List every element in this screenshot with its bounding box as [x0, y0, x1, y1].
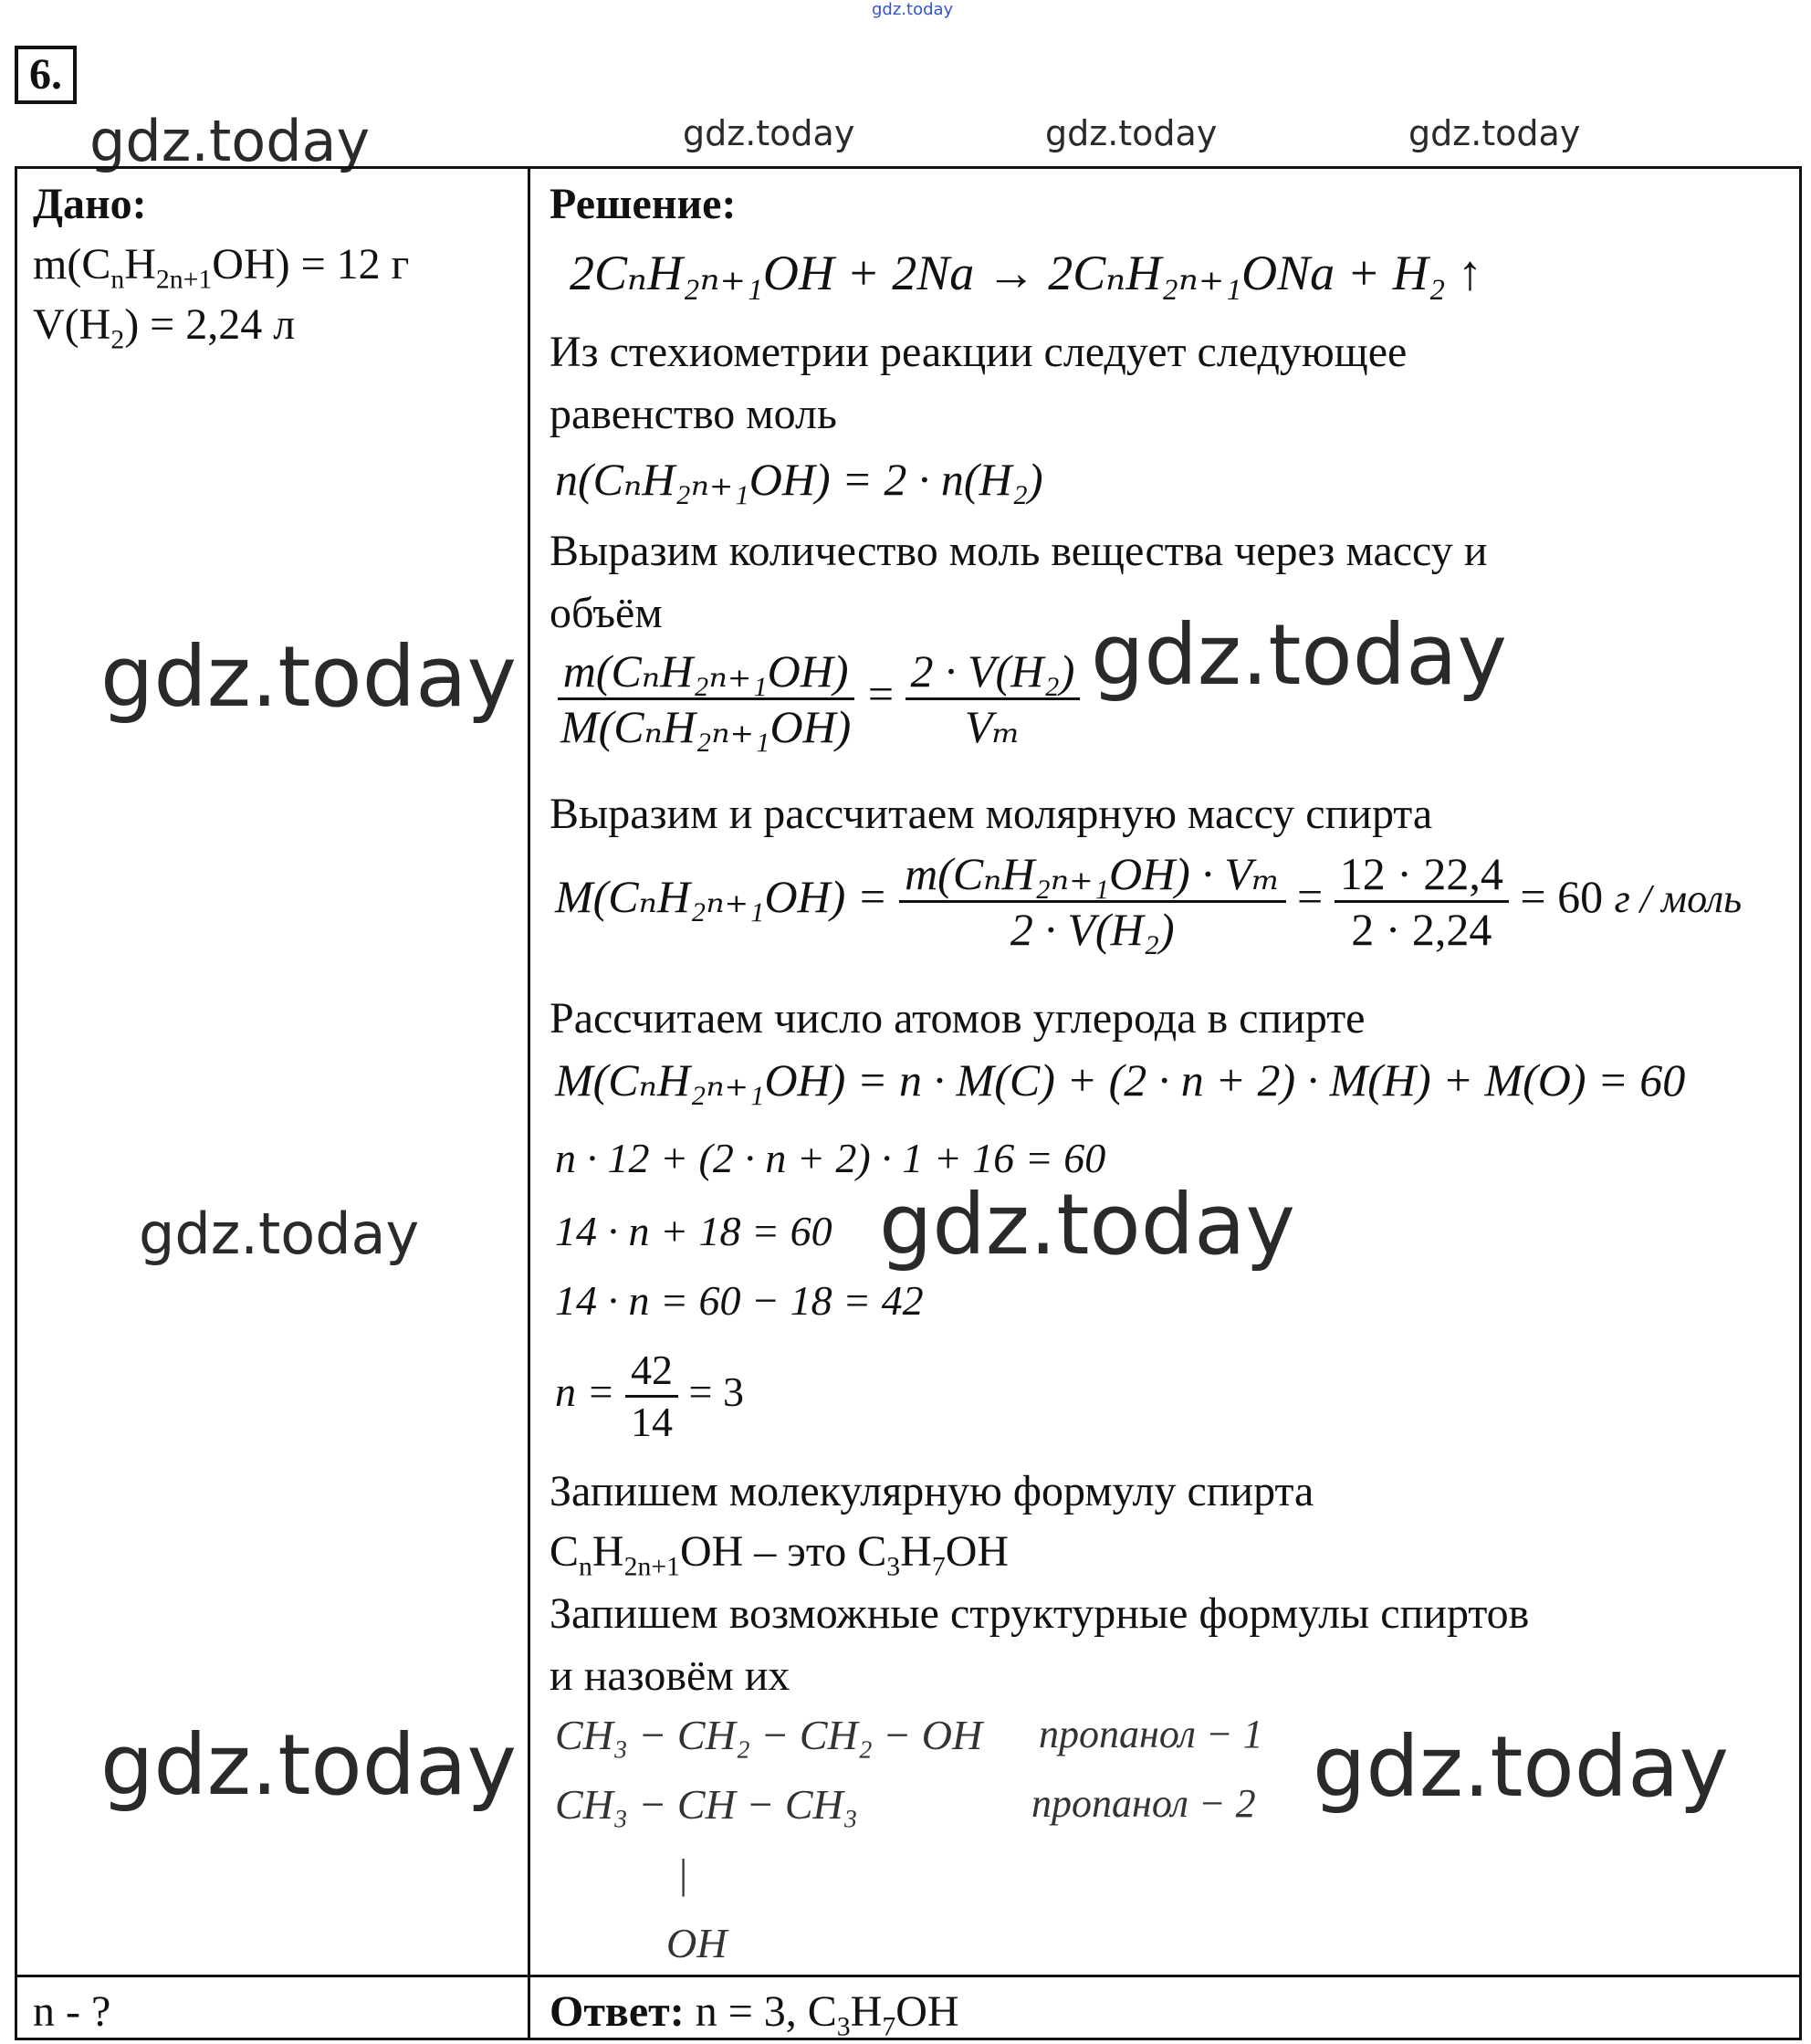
- answer-row-divider: [15, 1975, 1802, 1977]
- given-mass-suffix: OH) = 12 г: [212, 240, 410, 288]
- molar-fraction-1-numerator: m(CₙH₂ₙ₊₁OH) · Vₘ: [899, 851, 1285, 903]
- watermark-left-3: gdz.today: [100, 1716, 517, 1814]
- molar-fraction-2-denominator: 2 · 2,24: [1351, 904, 1492, 955]
- text-carbon-atoms: Рассчитаем число атомов углерода в спирте: [550, 994, 1366, 1043]
- molar-lhs: M(CₙH₂ₙ₊₁OH) =: [555, 870, 888, 922]
- text-stoichiometry-1: Из стехиометрии реакции следует следующее: [550, 328, 1408, 376]
- watermark-top-small: gdz.today: [872, 0, 954, 19]
- answer-sub1: 3: [836, 2011, 851, 2042]
- ratio-right-denominator: Vₘ: [964, 701, 1021, 752]
- formula-e: OH: [945, 1527, 1010, 1576]
- equation-ratio: $\frac{\text{m(CₙH₂ₙ₊₁OH)}}{\text{M(CₙH₂ₙ₊₁OH)}}$ = $\frac{\text{2 · V(H₂)}}{\text{Vₘ}}$: [555, 648, 1080, 749]
- watermark-right-1: gdz.today: [1091, 606, 1507, 704]
- ratio-left-fraction: [555, 645, 856, 752]
- formula-d: H: [900, 1527, 932, 1576]
- result-n-rhs: = 3: [688, 1368, 744, 1416]
- structure-hydroxyl: OH: [666, 1920, 728, 1966]
- answer-text-c: OH: [895, 1987, 959, 2036]
- structure-bond: |: [679, 1850, 688, 1897]
- given-mass: [33, 240, 410, 295]
- answer-sub2: 7: [882, 2011, 896, 2042]
- molar-fraction-2: [1335, 848, 1509, 955]
- name-propanol-1: пропанол − 1: [1039, 1712, 1263, 1756]
- ratio-left-numerator: m(CₙH₂ₙ₊₁OH): [558, 648, 854, 700]
- equation-result-n: [555, 1349, 744, 1443]
- watermark-left-2: gdz.today: [139, 1200, 420, 1267]
- watermark-header-1: gdz.today: [89, 108, 371, 174]
- equation-molar-mass: M(CₙH₂ₙ₊₁OH) = $\frac{\text{m(CₙH₂ₙ₊₁OH) · Vₘ}}{\text{2 · V(H₂)}}$ = $\frac{12 \cdot 22,4}{2 \cdot 2,24}$ = 60 г / моль: [555, 848, 1743, 955]
- molar-fraction-2-numerator: 12 · 22,4: [1335, 851, 1509, 903]
- result-n-numerator: 42: [625, 1349, 678, 1398]
- formula-c: OH – это C: [679, 1527, 887, 1576]
- text-molar-mass: Выразим и рассчитаем молярную массу спирта: [550, 790, 1433, 838]
- molar-fraction-1-denominator: 2 · V(H₂): [1010, 904, 1175, 955]
- result-n-denominator: 14: [631, 1399, 674, 1445]
- given-volume: [33, 300, 296, 355]
- formula-b: H: [591, 1527, 624, 1576]
- structure-propanol-1: CH₃ − CH₂ − CH₂ − OH: [555, 1712, 983, 1758]
- given-volume-suffix: ) = 2,24 л: [124, 300, 296, 349]
- formula-sub1: n: [579, 1551, 592, 1582]
- given-mass-prefix: m(C: [33, 240, 111, 288]
- text-structural-1: Запишем возможные структурные формулы спиртов: [550, 1589, 1530, 1638]
- text-express-1: Выразим количество моль вещества через массу и: [550, 527, 1488, 575]
- text-structural-2: и назовём их: [550, 1651, 790, 1700]
- formula-sub3: 3: [886, 1551, 901, 1582]
- ratio-right-numerator: 2 · V(H₂): [906, 648, 1081, 700]
- watermark-right-2: gdz.today: [879, 1176, 1295, 1274]
- equation-step-2: 14 · n + 18 = 60: [555, 1208, 832, 1254]
- text-stoichiometry-2: равенство моль: [550, 390, 837, 438]
- name-propanol-2: пропанол − 2: [1031, 1781, 1256, 1826]
- formula-sub4: 7: [931, 1551, 946, 1582]
- molar-unit: г / моль: [1614, 875, 1743, 921]
- given-heading: Дано:: [33, 180, 147, 228]
- ratio-right-fraction: [906, 645, 1081, 752]
- watermark-header-4: gdz.today: [1408, 113, 1581, 153]
- answer-label: Ответ:: [550, 1987, 685, 2036]
- column-divider: [528, 166, 530, 2040]
- given-volume-sub: 2: [110, 324, 125, 355]
- formula-sub2: 2n+1: [623, 1551, 680, 1582]
- solution-heading: Решение:: [550, 180, 737, 228]
- equation-step-3: 14 · n = 60 − 18 = 42: [555, 1277, 924, 1324]
- answer-text-a: n = 3, C: [684, 1987, 837, 2036]
- text-express-2: объём: [550, 589, 663, 637]
- molar-fraction-1: [899, 848, 1285, 955]
- ratio-left-denominator: M(CₙH₂ₙ₊₁OH): [560, 701, 852, 752]
- result-n-fraction: [625, 1349, 678, 1443]
- given-mass-mid: H: [124, 240, 156, 288]
- formula-a: C: [550, 1527, 580, 1576]
- text-molecular-formula: Запишем молекулярную формулу спирта: [550, 1467, 1314, 1515]
- watermark-right-3: gdz.today: [1313, 1718, 1729, 1816]
- given-mass-sub2: 2n+1: [155, 264, 213, 295]
- given-mass-sub1: n: [110, 264, 125, 295]
- structure-propanol-2: CH₃ − CH − CH₃: [555, 1781, 858, 1828]
- molecular-formula: [550, 1527, 1010, 1582]
- molar-result: = 60: [1520, 870, 1604, 922]
- answer-text-b: H: [850, 1987, 883, 2036]
- result-n-lhs: n =: [555, 1368, 615, 1416]
- watermark-header-3: gdz.today: [1045, 113, 1218, 153]
- problem-number: 6.: [15, 46, 77, 104]
- answer: [550, 1987, 959, 2042]
- find-unknown: n - ?: [33, 1987, 111, 2036]
- reaction-equation: 2CₙH₂ₙ₊₁OH + 2Na → 2CₙH₂ₙ₊₁ONa + H₂ ↑: [570, 246, 1482, 300]
- equation-composition: M(CₙH₂ₙ₊₁OH) = n · M(C) + (2 · n + 2) · M(H) + M(O) = 60: [555, 1054, 1686, 1106]
- equation-step-1: n · 12 + (2 · n + 2) · 1 + 16 = 60: [555, 1135, 1106, 1181]
- equation-moles: n(CₙH₂ₙ₊₁OH) = 2 · n(H₂): [555, 454, 1043, 505]
- watermark-left-1: gdz.today: [100, 628, 517, 726]
- given-volume-prefix: V(H: [33, 300, 111, 349]
- watermark-header-2: gdz.today: [683, 113, 855, 153]
